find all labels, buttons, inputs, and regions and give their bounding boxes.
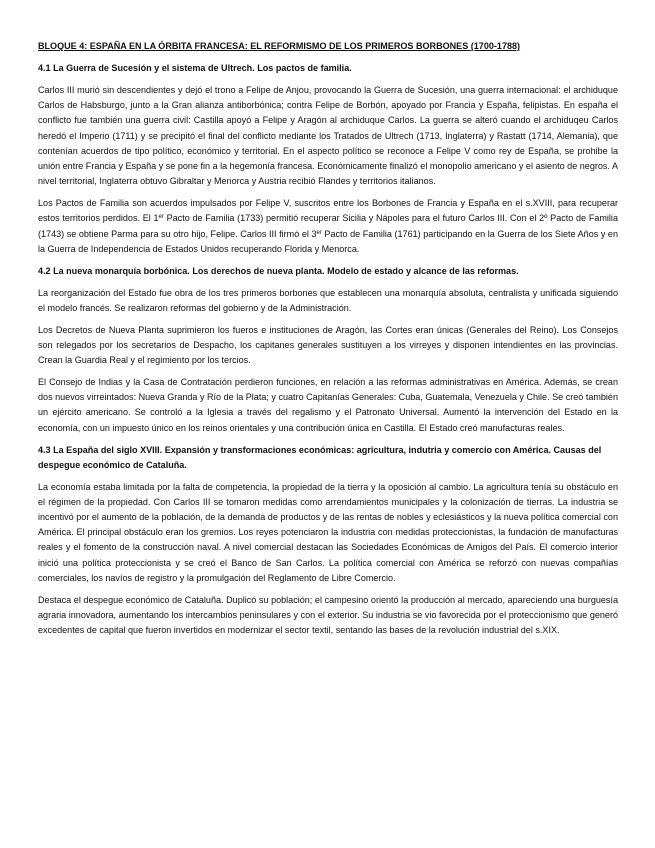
paragraph: La reorganización del Estado fue obra de los tres primeros borbones que establecen una monarquía absoluta, centralista y unificada siguiendo el modelo francés. Se realizaron reformas del gobierno y de la Administración. <box>38 287 618 313</box>
paragraph: Destaca el despegue económico de Cataluña. Duplicó su población; el campesino orientó la producción al mercado, apareciendo una burguesía agraria innovadora, aumentando los intercambios peninsulares y con el exterior. Su industria se vio favorecida por el proteccionismo que generó excedentes de capital que fueron invertidos en modernizar el sector textil, sentando las bases de la revolución industrial del s.XIX. <box>38 594 618 636</box>
section-heading-4-1: 4.1 La Guerra de Sucesión y el sistema de Ultrech. Los pactos de familia. <box>38 63 352 73</box>
paragraph: Carlos III murió sin descendientes y dejó el trono a Felipe de Anjou, provocando la Guerra de Sucesión, una guerra internacional: el archiduque Carlos de Habsburgo, junto a la Gran alianza antiborbónica; contra Felipe de Borbón, apoyado por Francia y España, felipistas. En españa el conflicto fue también una guerra civil: Castilla apoyó a Felipe y Aragón al archiduque Carlos. La guerra se alteró cuando el archiduqeu Carlos heredó el Imperio (1711) y se precipitó el final del conflicto mediante los Tratados de Ultrech (1713, Inglaterra) y Rastatt (1714, Alemania), que contenían acuerdos de tipo político, económico y territorial. En el aspecto político se reconoce a Felipe V como rey de España, se prohibe la unión entre Francia y España y se pone fin a la hegemonía francesa. Económicamente finalizó el monopolio americano y el asiento de negros. A nivel territorial, Inglaterra obtuvo Gibraltar y Menorca y Austria recibió Flandes y territorios italianos. <box>38 85 618 187</box>
text-run: Los Pactos de Familia son acuerdos impulsados por Felipe V, suscritos entre los Borbones de Francia y España en el s.XVIII, para recuperar estos territorios perdidos. El 1 <box>38 198 618 224</box>
document-page <box>38 39 618 645</box>
superscript: er <box>316 229 322 236</box>
section-heading-4-3: 4.3 La España del siglo XVIII. Expansión y transformaciones económicas: agricultura, indutria y comercio con América. Causas del despegue económico de Cataluña. <box>38 444 602 470</box>
text-run: Pacto de Familia (1733) permitió recuperar Sicilia y Nápoles para el futuro Carlos III. Con el 2º Pacto de Familia (1743) se obtiene Parma para su otro hijo, Felipe. Carlos III firmó el 3 <box>38 213 618 239</box>
paragraph: El Consejo de Indias y la Casa de Contratación perdieron funciones, en relación a las reformas administrativas en América. Además, se crean dos nuevos virreintados: Nueva Granda y Río de la Plata; y cuatro Capitanías Generales: Cuba, Guatemala, Venezuela y Chile. Se creó también un ejército americano. Se controló a la Iglesia a través del regalismo y el Patronato Universal. Aumentó la intervención del Estado en la economía, con un impuesto único en los reinos orientales y una contribución única en Castilla. El Estado creó manufacturas reales. <box>38 377 618 433</box>
section-heading-4-2: 4.2 La nueva monarquía borbónica. Los derechos de nueva planta. Modelo de estado y alcance de las reformas. <box>38 265 519 276</box>
superscript: er <box>158 214 164 221</box>
document-title: BLOQUE 4: ESPAÑA EN LA ÓRBITA FRANCESA: EL REFORMISMO DE LOS PRIMEROS BORBONES (1700-1788) <box>38 41 521 51</box>
text-run: Pacto de Familia (1761) participando en la Guerra de los Siete Años y en la Guerra de Independencia de Estados Unidos recuperando Florida y Menorca. <box>38 228 618 254</box>
paragraph: Los Decretos de Nueva Planta suprimieron los fueros e instituciones de Aragón, las Cortes eran únicas (Generales del Reino). Los Consejos son relegados por los secretarios de Despacho, los capitanes generales sustituyen a los virreyes y disponen intendientes en las provincias. Crean la Guardia Real y el regimiento por los tercios. <box>38 324 618 366</box>
paragraph-pactos-de-familia <box>38 196 618 257</box>
paragraph: La economía estaba limitada por la falta de competencia, la propiedad de la tierra y la oposición al cambio. La agricultura tenía su obstáculo en el régimen de la propiedad. Con Carlos III se tomaron medidas como arrendamientos municipales y la colonización de tierras. La industria se incentivó por el aumento de la población, de la demanda de productos y de las rentas de nobles y eclesiásticos y la nueva política comercial con América. El principal obstáculo eran los gremios. Los reyes potenciaron la industria con medidas proteccionistas, la fundación de manufacturas reales y el fomento de la construcción naval. A nivel comercial destacan las Sociedades Económicas de Amigos del País. El comercio interior inició una política proteccionista y se creó el Banco de San Carlos. La política comercial con América se reforzó con nuevas compañías comerciales, los navíos de registro y la promulgación del Reglamento de Libre Comercio. <box>38 481 618 583</box>
